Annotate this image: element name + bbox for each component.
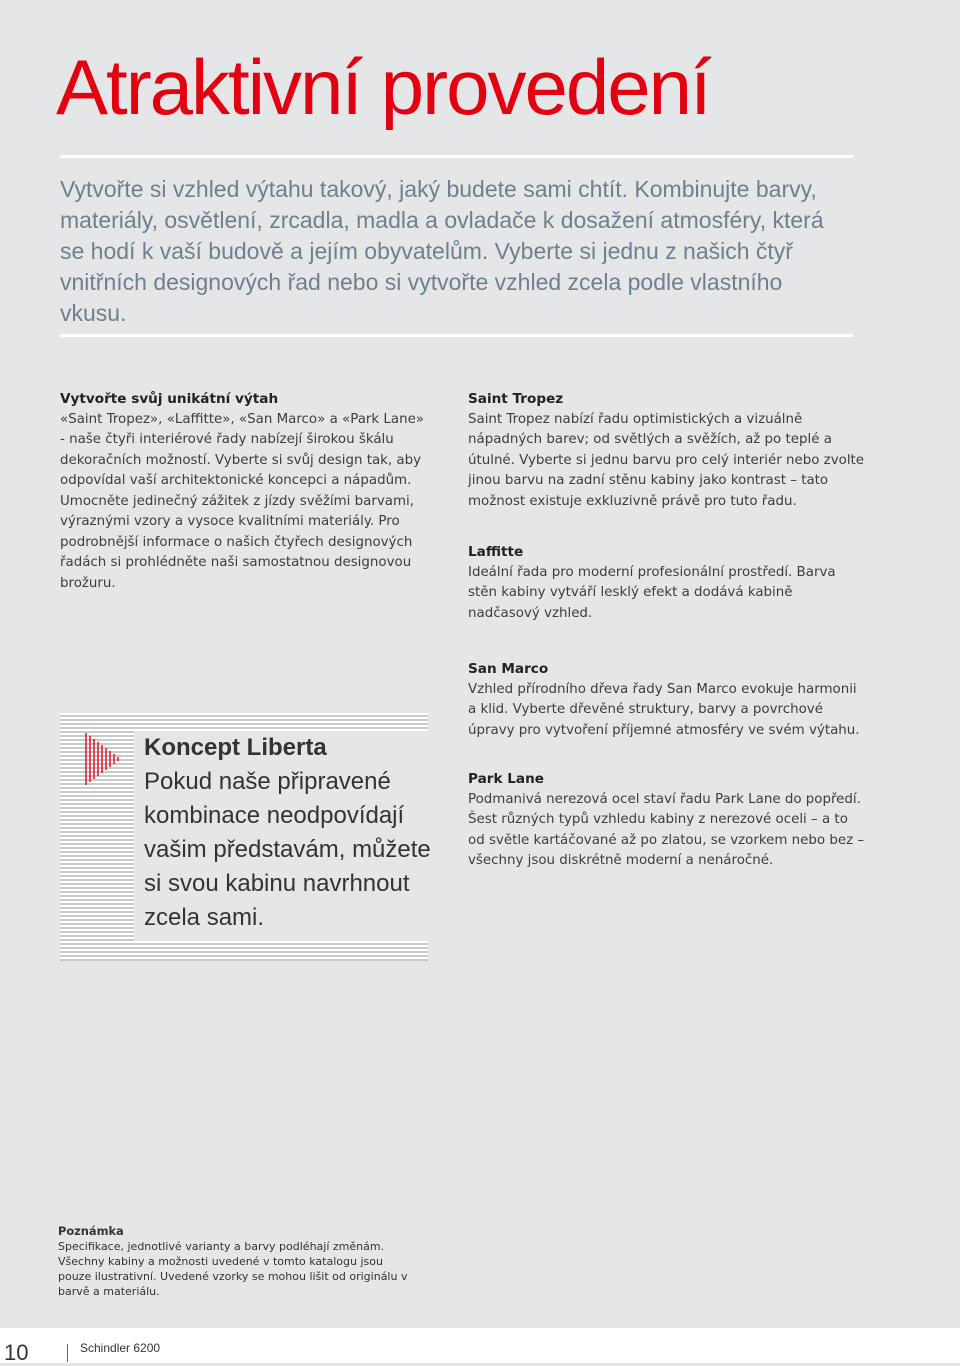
page-title: Atraktivní provedení (56, 43, 710, 131)
intro-paragraph: Vytvořte si vzhled výtahu takový, jaký budete sami chtít. Kombinujte barvy, materiály, osvětlení, zrcadla, madla a ovladače k dosažení atmosféry, která se hodí k vaší budově a jejím obyvatelům. Vyberte si jednu z našich čtyř vnitřních designových řad nebo si vytvořte vzhled zcela podle vlastního vkusu. (60, 176, 824, 326)
series-park-lane (468, 769, 868, 872)
series-san-marco (468, 659, 868, 741)
concept-title: Koncept Liberta (144, 734, 327, 761)
series-saint-tropez (468, 389, 868, 512)
note-section (58, 1224, 418, 1299)
series-laffitte (468, 542, 868, 624)
series-text: Ideální řada pro moderní profesionální prostředí. Barva stěn kabiny vytváří lesklý efekt a dodává kabině nadčasový vzhled. (468, 564, 836, 621)
footer-brand: Schindler 6200 (80, 1341, 161, 1355)
note-heading: Poznámka (58, 1224, 124, 1238)
arrow-icon (84, 733, 124, 785)
note-body: Specifikace, jednotlivé varianty a barvy podléhají změnám. Všechny kabiny a možnosti uvedené v tomto katalogu jsou pouze ilustrativní. Uvedené vzorky se mohou lišit od originálu v barvě a materiálu. (58, 1240, 408, 1298)
page-footer (0, 1328, 960, 1363)
page-number: 10 (4, 1340, 29, 1365)
series-heading: Saint Tropez (468, 391, 564, 407)
concept-text (134, 731, 442, 941)
footer-divider (67, 1344, 68, 1362)
series-text: Saint Tropez nabízí řadu optimistických a vizuálně nápadných barev; od světlých a svěžích, až po teplé a útulné. Vyberte si jednu barvu pro celý interiér nebo zvolte jinou barvu na zadní stěnu kabiny jako kontrast – tato možnost existuje exkluzivně právě pro tuto řadu. (468, 411, 865, 509)
concept-body: Pokud naše připravené kombinace neodpovídají vašim představám, můžete si svou kabinu navrhnout zcela sami. (144, 768, 431, 931)
series-text: Podmanivá nerezová ocel staví řadu Park Lane do popředí. Šest různých typů vzhledu kabiny z nerezové oceli – a to od světle kartáčované až po zlatou, se vzorkem nebo bez – všechny jsou diskrétně moderní a nenáročné. (468, 791, 865, 868)
concept-liberta-box (60, 713, 431, 961)
divider-bottom (60, 334, 853, 337)
divider-top (60, 155, 853, 158)
series-text: Vzhled přírodního dřeva řady San Marco evokuje harmonii a klid. Vyberte dřevěné struktury, barvy a povrchové úpravy pro vytvoření příjemné atmosféry ve svém výtahu. (468, 681, 860, 738)
series-heading: San Marco (468, 661, 549, 677)
section-body: «Saint Tropez», «Laffitte», «San Marco» a «Park Lane» - naše čtyři interiérové řady nabízejí širokou škálu dekoračních možností. Vyberte si svůj design tak, aby odpovídal vaší architektonické koncepci a nápadům. Umocněte jedinečný zážitek z jízdy svěžími barvami, výraznými vzory a vysoce kvalitními materiály. Pro podrobnější informace o našich čtyřech designových řadách si prohlédněte naši samostatnou designovou brožuru. (60, 411, 424, 591)
series-heading: Laffitte (468, 544, 524, 560)
series-heading: Park Lane (468, 771, 544, 787)
section-heading: Vytvořte svůj unikátní výtah (60, 391, 279, 407)
unique-elevator-section (60, 389, 430, 594)
